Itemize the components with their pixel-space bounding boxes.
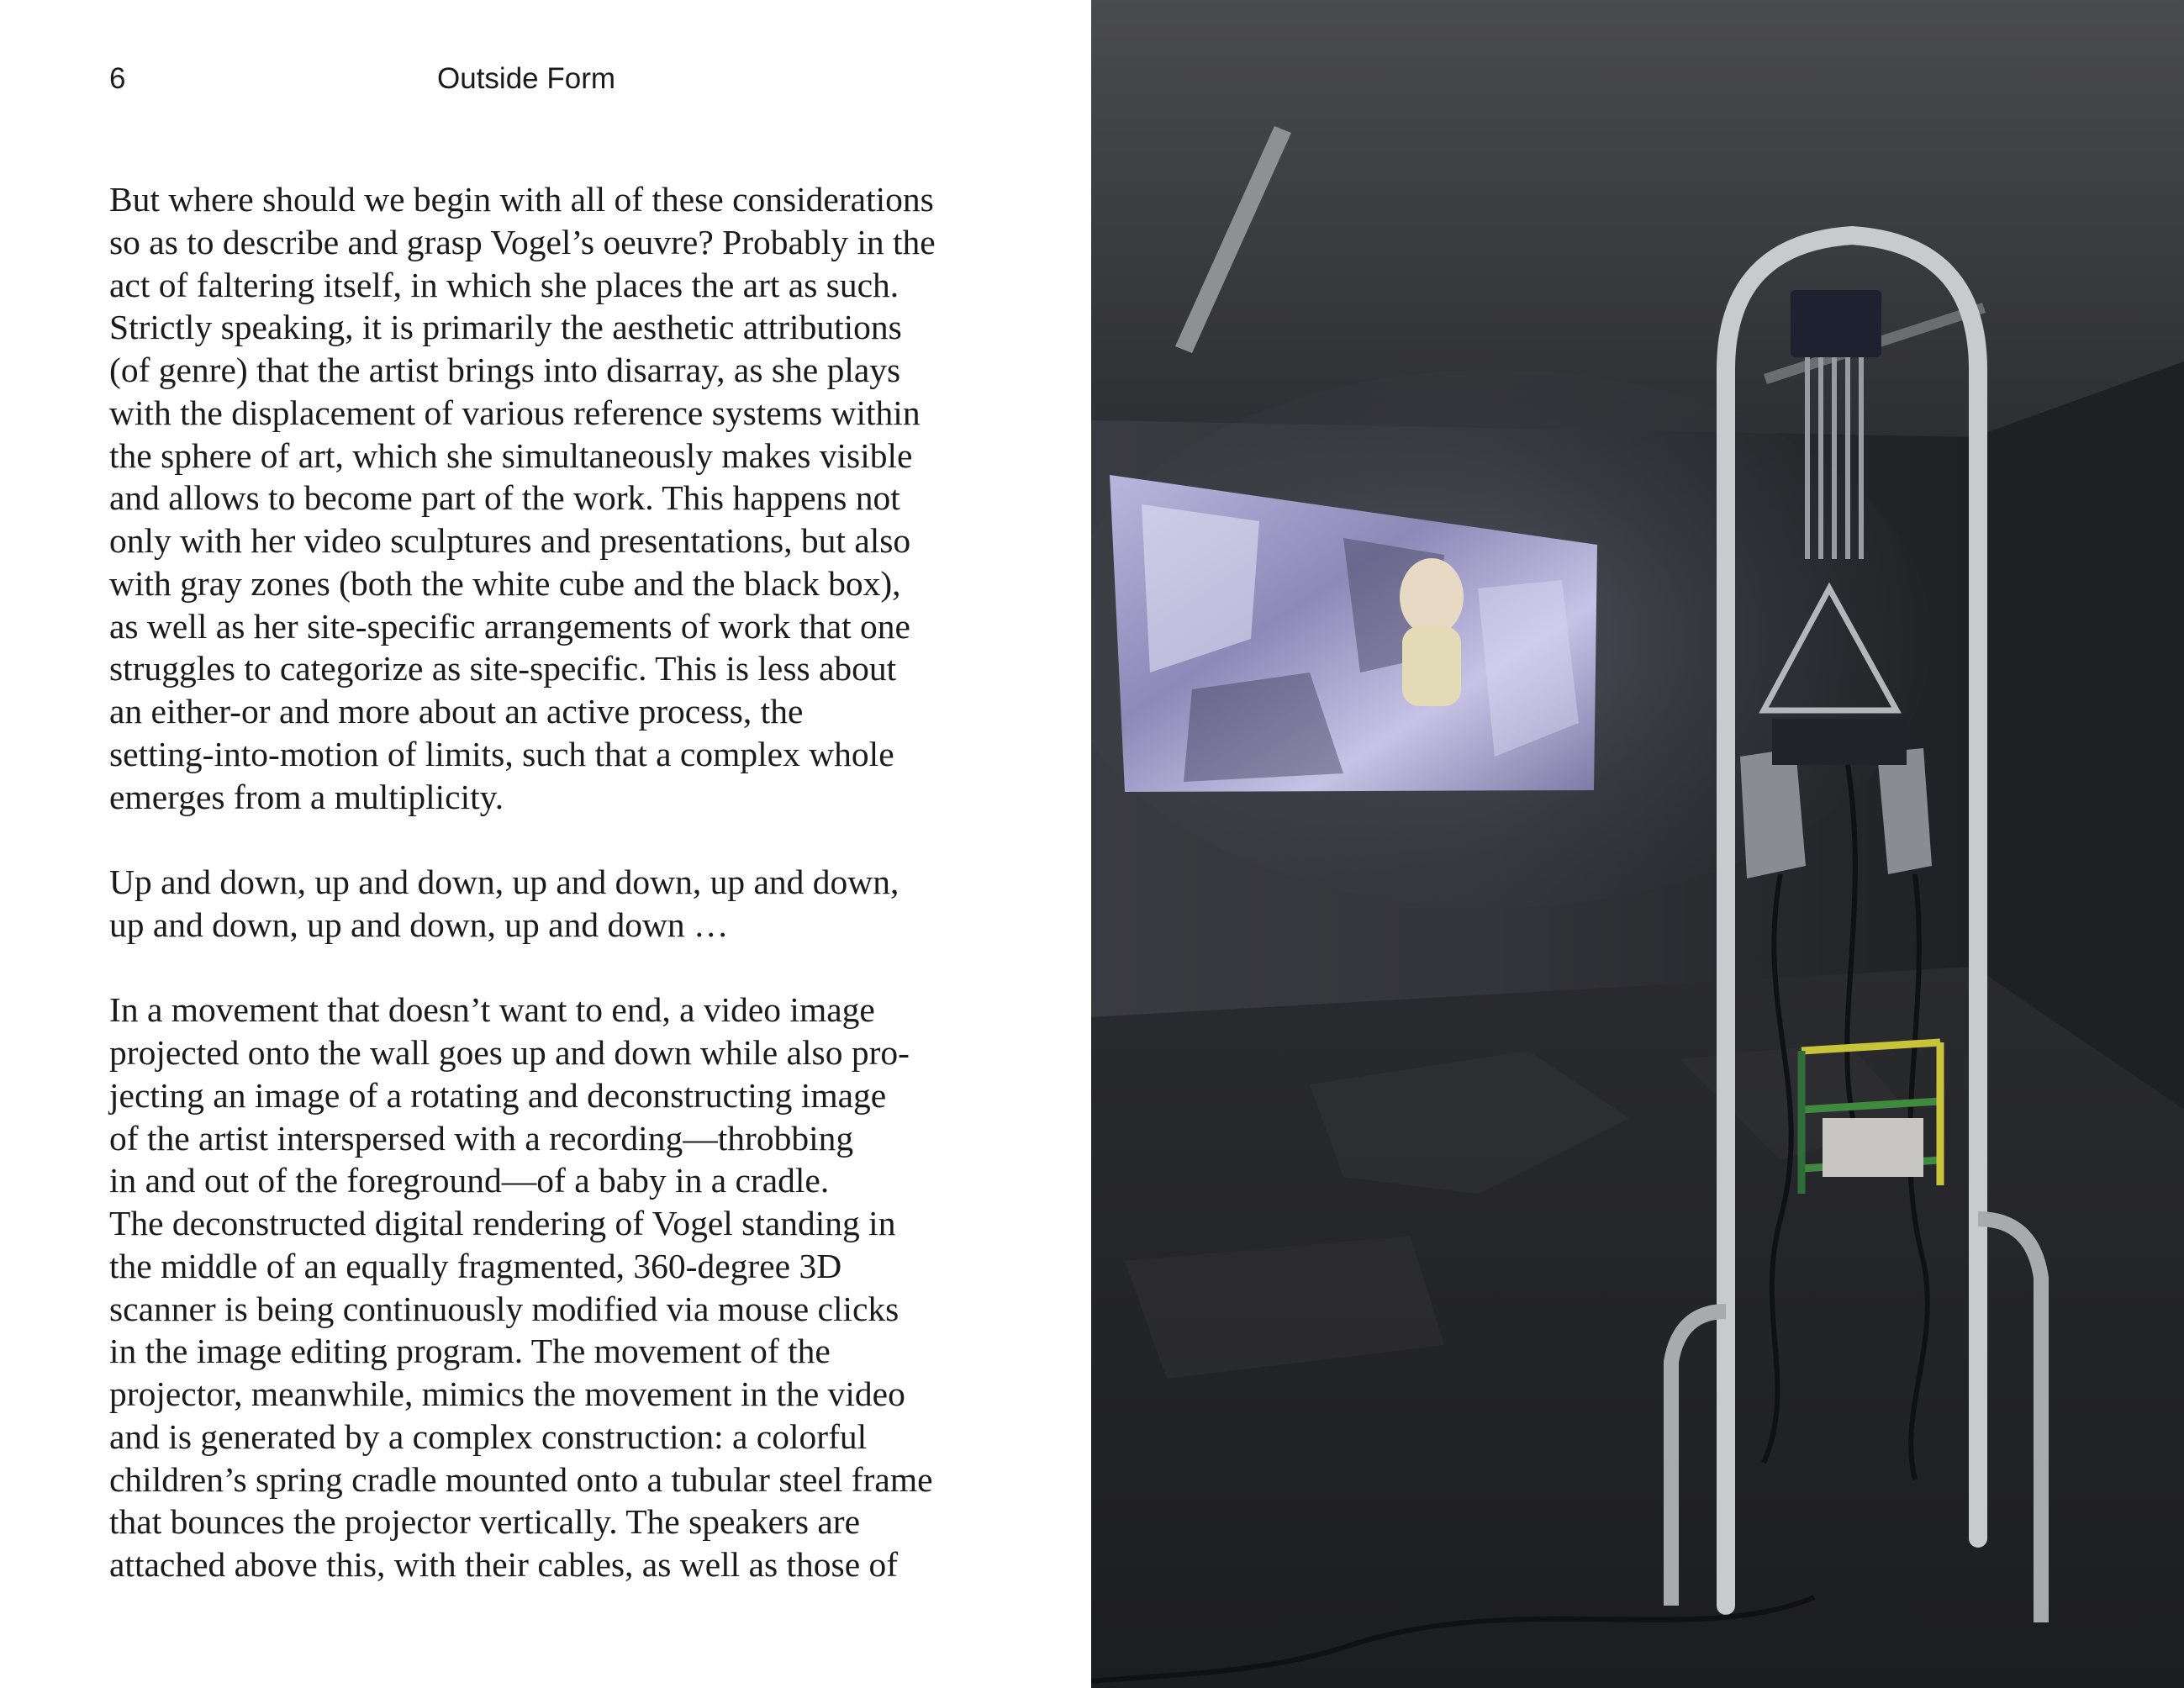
text-line: with gray zones (both the white cube and the black box), xyxy=(109,563,901,603)
installation-photo-image xyxy=(1091,0,2184,1688)
text-line: as well as her site-specific arrangements of work that one xyxy=(109,606,910,646)
text-line: in the image editing program. The movement of the xyxy=(109,1332,831,1371)
body-paragraph xyxy=(109,861,992,947)
body-paragraph xyxy=(109,989,992,1586)
body-paragraph xyxy=(109,178,992,818)
text-line: But where should we begin with all of these considerations xyxy=(109,180,934,219)
baby-figure xyxy=(1400,558,1464,636)
body-text xyxy=(109,178,992,1629)
text-line: The deconstructed digital rendering of Vogel standing in xyxy=(109,1204,896,1242)
text-line: the middle of an equally fragmented, 360-degree 3D xyxy=(109,1246,842,1285)
text-line: scanner is being continuously modified via mouse clicks xyxy=(109,1289,899,1328)
projector xyxy=(1772,719,1907,765)
ceiling xyxy=(1091,0,2184,437)
cradle-blanket xyxy=(1823,1118,1923,1177)
text-line: of the artist interspersed with a recording—throbbing xyxy=(109,1118,854,1158)
text-line: in and out of the foreground—of a baby in a cradle. xyxy=(109,1161,830,1200)
page-number: 6 xyxy=(109,62,126,95)
section-title: Outside Form xyxy=(437,62,615,95)
text-line: attached above this, with their cables, as well as those of xyxy=(109,1545,899,1584)
text-line: up and down, up and down, up and down … xyxy=(109,905,729,944)
text-line: and is generated by a complex construction: a colorful xyxy=(109,1416,868,1456)
text-line: only with her video sculptures and presentations, but also xyxy=(109,521,911,560)
text-line: projected onto the wall goes up and down while also pro- xyxy=(109,1033,910,1072)
text-line: projector, meanwhile, mimics the movement in the video xyxy=(109,1374,905,1413)
text-line: with the displacement of various reference systems within xyxy=(109,393,921,432)
text-line: the sphere of art, which she simultaneously makes visible xyxy=(109,435,913,475)
text-line: so as to describe and grasp Vogel’s oeuvre? Probably in the xyxy=(109,222,936,261)
text-line: an either-or and more about an active process, the xyxy=(109,692,804,731)
running-head xyxy=(109,62,1091,104)
text-line: jecting an image of a rotating and deconstructing image xyxy=(109,1075,887,1115)
spring-box xyxy=(1791,290,1881,357)
installation-photo xyxy=(1091,0,2184,1688)
text-line: struggles to categorize as site-specific. This is less about xyxy=(109,649,897,688)
text-line: that bounces the projector vertically. The speakers are xyxy=(109,1502,861,1542)
text-line: Up and down, up and down, up and down, up and down, xyxy=(109,862,899,901)
text-line: children’s spring cradle mounted onto a tubular steel frame xyxy=(109,1459,933,1499)
text-line: Strictly speaking, it is primarily the aesthetic attributions xyxy=(109,308,902,347)
text-line: (of genre) that the artist brings into disarray, as she plays xyxy=(109,351,901,389)
speaker-left xyxy=(1740,748,1806,878)
text-line: emerges from a multiplicity. xyxy=(109,777,504,816)
text-line: act of faltering itself, in which she places the art as such. xyxy=(109,265,899,304)
text-line: setting-into-motion of limits, such that a complex whole xyxy=(109,734,894,773)
text-line: and allows to become part of the work. This happens not xyxy=(109,478,900,518)
text-line: In a movement that doesn’t want to end, a video image xyxy=(109,990,875,1030)
text-page xyxy=(0,0,1091,1688)
